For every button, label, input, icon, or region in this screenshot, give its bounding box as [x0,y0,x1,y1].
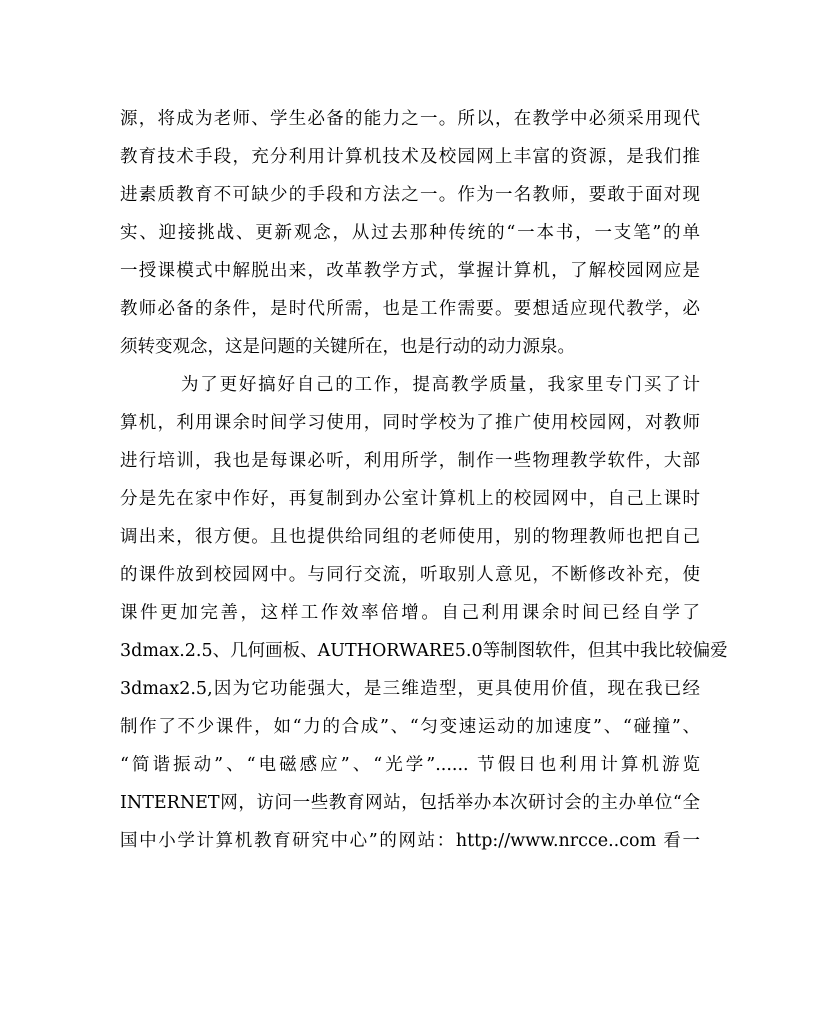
text-line-8: 为了更好搞好自己的工作，提高教学质量，我家里专门买了计 [181,375,700,395]
text-line-4: 实、迎接挑战、更新观念，从过去那种传统的“一本书，一支笔”的单 [120,223,700,243]
text-line-20: 国中小学计算机教育研究中心”的网站：http://www.nrcce..com 看一 [120,831,700,851]
text-line-9: 算机，利用课余时间学习使用，同时学校为了推广使用校园网，对教师 [120,413,700,433]
text-line-3: 进素质教育不可缺少的手段和方法之一。作为一名教师，要敢于面对现 [120,185,700,205]
text-line-11: 分是先在家中作好，再复制到办公室计算机上的校园网中，自己上课时 [120,489,700,509]
text-line-5: 一授课模式中解脱出来，改革教学方式，掌握计算机，了解校园网应是 [120,261,700,281]
text-line-2: 教育技术手段，充分利用计算机技术及校园网上丰富的资源，是我们推 [120,147,700,167]
text-line-10: 进行培训，我也是每课必听，利用所学，制作一些物理教学软件，大部 [120,451,700,471]
text-line-13: 的课件放到校园网中。与同行交流，听取别人意见，不断修改补充，使 [120,565,700,585]
text-line-15: 3dmax.2.5、几何画板、AUTHORWARE5.0等制图软件，但其中我比较偏爱 [120,641,728,661]
text-line-7: 须转变观念，这是问题的关键所在，也是行动的动力源泉。 [120,337,575,357]
text-line-16: 3dmax2.5,因为它功能强大，是三维造型，更具使用价值，现在我已经 [120,679,700,699]
text-line-19: INTERNET网，访问一些教育网站，包括举办本次研讨会的主办单位“全 [120,793,700,813]
text-line-6: 教师必备的条件，是时代所需，也是工作需要。要想适应现代教学，必 [120,299,700,319]
text-line-18: “简谐振动”、“电磁感应”、“光学”...... 节假日也利用计算机游览 [120,755,700,775]
text-line-1: 源，将成为老师、学生必备的能力之一。所以，在教学中必须采用现代 [120,109,700,129]
text-line-17: 制作了不少课件，如“力的合成”、“匀变速运动的加速度”、“碰撞”、 [120,717,700,737]
text-line-12: 调出来，很方便。且也提供给同组的老师使用，别的物理教师也把自己 [120,527,700,547]
text-line-14: 课件更加完善，这样工作效率倍增。自己利用课余时间已经自学了 [120,603,700,623]
